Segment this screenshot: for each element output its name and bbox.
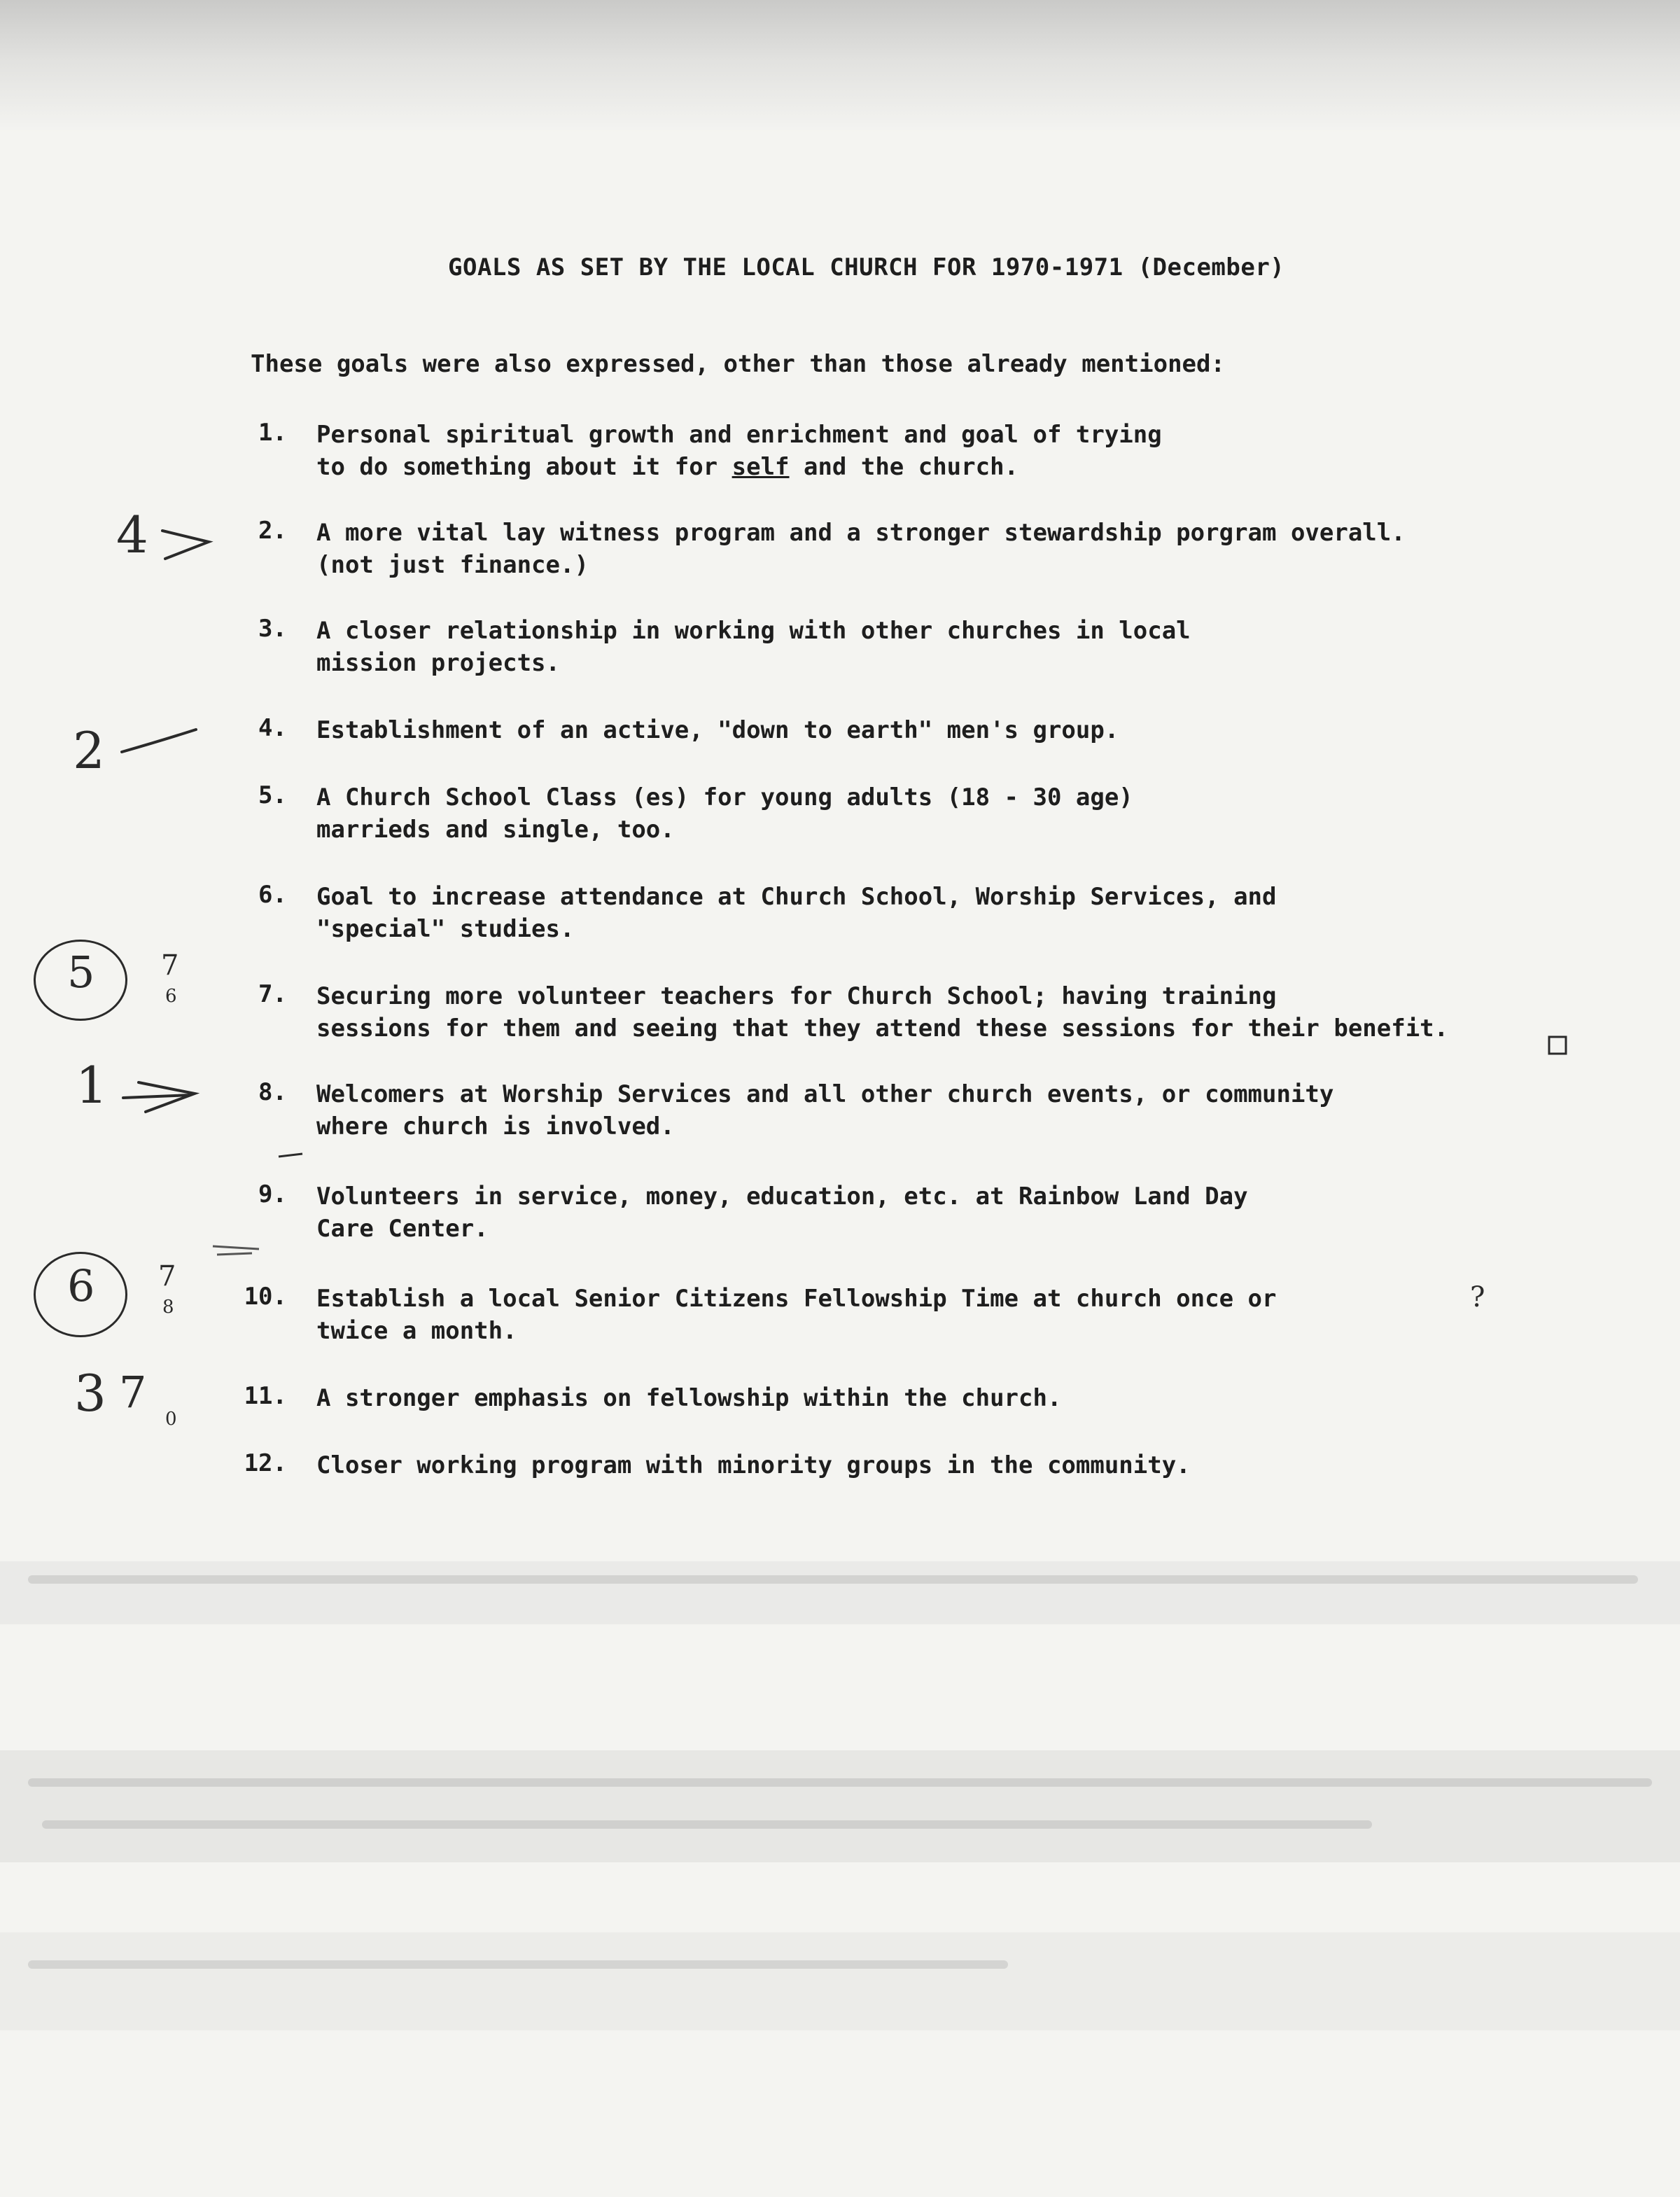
handwritten-mark: ? (1470, 1281, 1485, 1313)
handwritten-rank: 5 (67, 947, 95, 998)
arrow-mark-icon (118, 1075, 202, 1117)
tick-mark-icon (119, 717, 203, 759)
handwritten-rank: 2 (73, 721, 105, 780)
faded-bleedthrough (0, 1932, 1680, 2030)
goal-text: Establishment of an active, "down to earth" men's group. (316, 716, 1119, 744)
goal-text: A stronger emphasis on fellowship within the church. (316, 1384, 1062, 1412)
handwritten-rank: 1 (76, 1056, 108, 1115)
faded-bleedthrough (0, 1561, 1680, 1624)
goal-number: 1. (258, 419, 287, 447)
handwritten-rank: 3 (74, 1364, 106, 1423)
goal-number: 7. (258, 980, 287, 1008)
scan-smudge (0, 0, 1680, 133)
goal-number: 5. (258, 781, 287, 809)
arrow-mark-icon (160, 521, 216, 563)
goal-text: A more vital lay witness program and a stronger stewardship porgram overall. (not just finance.) (316, 519, 1406, 579)
faded-bleedthrough (0, 1750, 1680, 1862)
goal-number: 11. (244, 1382, 287, 1410)
handwritten-mark: 7 (119, 1367, 147, 1418)
faded-line (28, 1575, 1638, 1584)
underlined-word: self (732, 453, 790, 481)
handwritten-mark: 6 (165, 986, 177, 1007)
goal-number: 9. (258, 1180, 287, 1208)
boxed-mark-icon (1547, 1035, 1568, 1056)
handwritten-mark: 7 (158, 1260, 176, 1292)
stray-mark-icon (210, 1239, 266, 1260)
goal-text: Personal spiritual growth and enrichment and goal of trying to do something about it for self and the church. (316, 421, 1162, 481)
goal-number: 10. (244, 1283, 287, 1311)
goal-number: 8. (258, 1078, 287, 1106)
goal-text: Goal to increase attendance at Church School, Worship Services, and "special" studies. (316, 883, 1277, 943)
goal-text: Welcomers at Worship Services and all other church events, or community where church is involved. (316, 1080, 1334, 1141)
goal-number: 12. (244, 1449, 287, 1477)
handwritten-mark: 8 (162, 1297, 174, 1318)
handwritten-rank: 4 (116, 505, 148, 564)
faded-line (28, 1778, 1652, 1787)
intro-text: These goals were also expressed, other than those already mentioned: (251, 350, 1225, 378)
handwritten-mark: 7 (161, 949, 179, 982)
goal-number: 2. (258, 517, 287, 545)
goal-text: Volunteers in service, money, education, etc. at Rainbow Land Day Care Center. (316, 1183, 1248, 1243)
handwritten-mark: 0 (165, 1409, 177, 1430)
handwritten-rank: 6 (67, 1260, 95, 1311)
document-title: GOALS AS SET BY THE LOCAL CHURCH FOR 1970-1971 (December) (448, 253, 1285, 281)
goal-number: 3. (258, 615, 287, 643)
goal-text: A closer relationship in working with other churches in local mission projects. (316, 617, 1191, 677)
goal-number: 6. (258, 881, 287, 909)
goal-text: Establish a local Senior Citizens Fellowship Time at church once or twice a month. (316, 1285, 1277, 1345)
goal-number: 4. (258, 714, 287, 742)
stray-mark-icon (277, 1148, 305, 1162)
faded-line (42, 1820, 1372, 1829)
faded-line (28, 1960, 1008, 1969)
goal-text: Securing more volunteer teachers for Church School; having training sessions for them and seeing that they attend these sessions for their benefit. (316, 982, 1449, 1042)
goal-text: A Church School Class (es) for young adults (18 - 30 age) marrieds and single, too. (316, 783, 1133, 844)
goal-text: Closer working program with minority groups in the community. (316, 1451, 1191, 1479)
